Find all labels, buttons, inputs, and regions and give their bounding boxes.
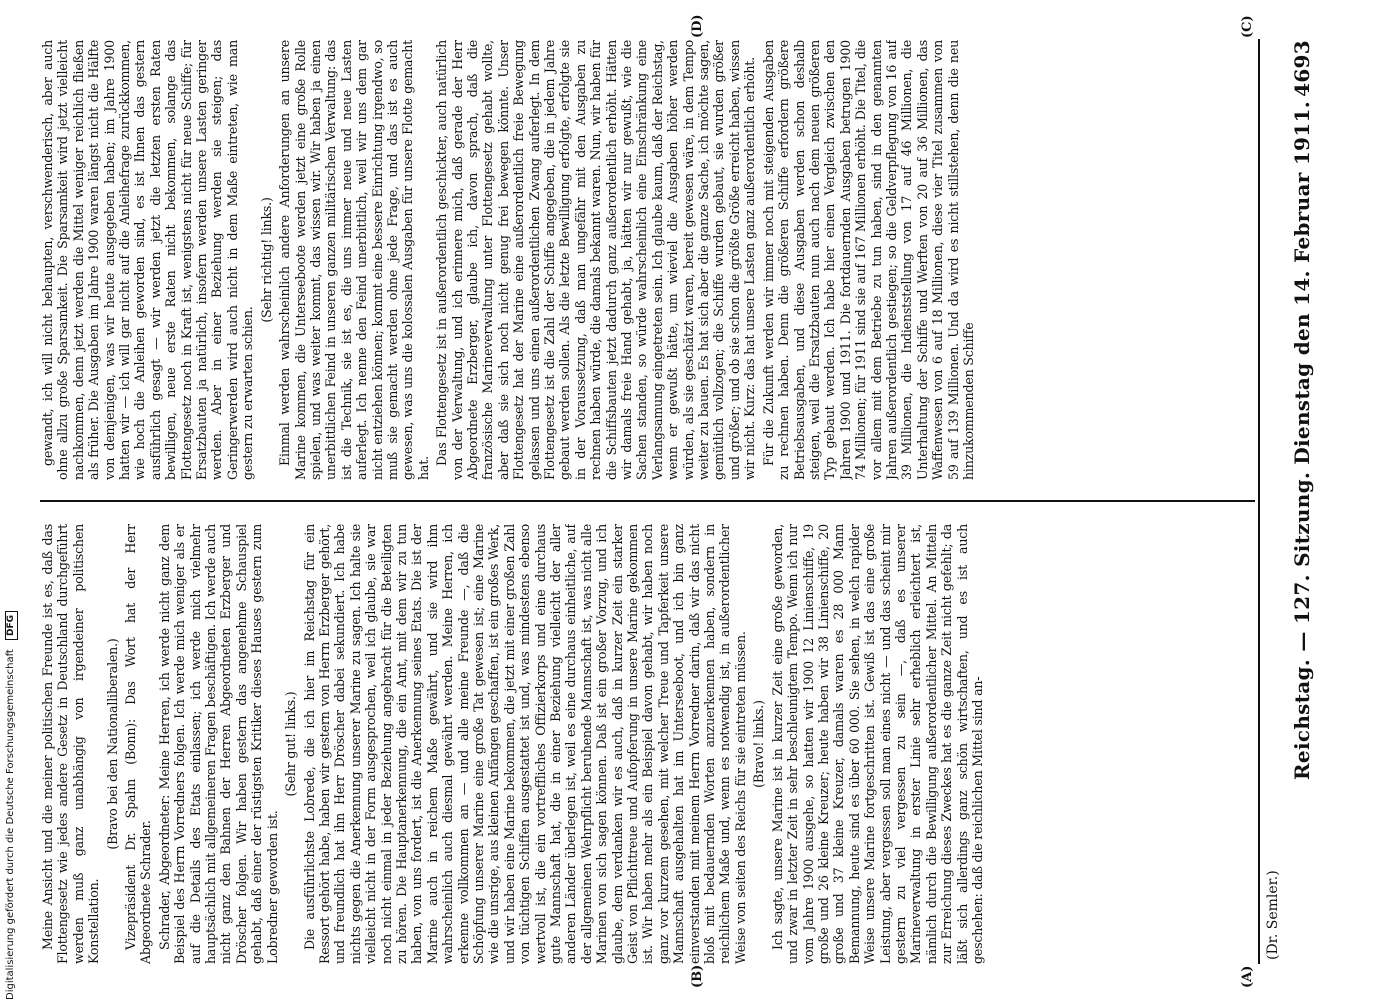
digitization-note — [3, 0, 19, 1000]
interjection: (Sehr richtig! links.) — [258, 197, 274, 323]
header-title: Reichstag. — 127. Sitzung. Dienstag den 14. Februar 1911. — [1290, 101, 1314, 780]
paragraph: Für die Zukunft werden wir immer noch mit steigenden Ausgaben zu rechnen haben. Denn die größeren Schiffe erfordern größere Betriebsausgaben, und diese Ausgaben werden schon deshalb steigen, weil die Ersatzbauten nun auch nach dem neuen größeren Typ gebaut werden. Ich habe hier einen Vergleich zwischen den Jahren 1900 und 1911. Die fortdauernden Ausgaben betrugen 1900 74 Millionen; für 1911 sind sie auf 167 Millionen erhöht. Die Titel, die vor allem mit dem Betriebe zu tun haben, sind in den genannten Jahren außerordentlich gestiegen; so die Geldverpflegung von 16 auf 39 Millionen, die Indienststellung von 17 auf 46 Millionen, die Unterhaltung der Schiffe und Werften von 20 auf 36 Millionen, das Waffenwesen von 6 auf 18 Millionen, diese vier Titel zusammen von 59 auf 139 Millionen. Und da wird es nicht stillstehen, denn die neu hinzukommenden Schiffe — [760, 40, 976, 480]
right-column — [40, 40, 1255, 480]
paragraph: Schrader, Abgeordneter: Meine Herren, ich werde nicht ganz dem Beispiel des Herrn Vorredners folgen. Ich werde mich weniger als er auf die Details des Etats einlassen; ich werde mich vielmehr hauptsächlich mit allgemeineren Fragen beschäftigen. Ich werde auch nicht ganz den Bahnen der Herren Abgeordneten Erzberger und Dröscher folgen. Wir haben gestern das angenehme Schauspiel gehabt, daß einer der rüstigsten Kritiker dieses Hauses gestern zum Lobredner geworden ist. — [156, 524, 280, 964]
interjection: (Sehr gut! links.) — [283, 691, 299, 797]
paragraph: Meine Ansicht und die meiner politischen Freunde ist es, daß das Flottengesetz wie jedes andere Gesetz in Deutschland durchgeführt werden muß ganz unabhängig von irgendeiner politischen Konstellation. — [40, 524, 102, 964]
paragraph: Vizepräsident Dr. Spahn (Bonn): Das Wort hat der Herr Abgeordnete Schrader. — [123, 524, 154, 964]
page-number: 4693 — [1290, 40, 1314, 97]
paragraph: gewandt, ich will nicht behaupten, verschwenderisch, aber auch ohne allzu große Sparsamkeit. Die Sparsamkeit wird jetzt vielleicht nachkommen, denn jetzt werden die Mittel weniger reichlich fließen als früher. Die Ausgaben im Jahre 1900 waren längst nicht die Hälfte von demjenigen, was wir heute ausgegeben haben; im Jahre 1900 hatten wir — ich will gar nicht auf die Anleihefrage zurückkommen, wie hoch die Anleihen geworden sind, es ist Ihnen das gestern ausführlich gesagt — wir werden jetzt die letzten ersten Raten bewilligen, neue erste Raten nicht bekommen, solange das Flottengesetz noch in Kraft ist, wenigstens nicht für neue Schiffe; für Ersatzbauten ja natürlich, insofern werden unsere Lasten geringer werden. Aber in einer Beziehung werden sie steigen; das Geringerwerden wird auch nicht in dem Maße eintreten, wie man gestern zu erwarten schien. — [40, 40, 256, 480]
column-rule — [40, 501, 1255, 503]
paragraph: Einmal werden wahrscheinlich andere Anforderungen an unsere Marine kommen, die Unterseeboote werden jetzt eine große Rolle spielen, und was weiter kommt, das wissen wir. Wir haben ja einen unerbittlichen Feind in unseren ganzen militärischen Verwaltung: das ist die Technik, sie ist es, die uns immer neue und neue Lasten auferlegt. Ich nenne den Feind unerbittlich, weil wir uns dem gar nicht entziehen können; kommt eine bessere Einrichtung irgendwo, so muß sie gemacht werden ohne jede Frage, und das ist es auch gewesen, was uns die kolossalen Ausgaben für unsere Flotte gemacht hat. — [277, 40, 431, 480]
digitization-text: Digitalisierung gefördert durch die Deutsche Forschungsgemeinschaft — [5, 649, 16, 1000]
dfg-logo: DFG — [5, 611, 18, 640]
margin-mark-c: (C) — [1240, 15, 1255, 38]
paragraph: Das Flottengesetz ist in außerordentlich geschickter, auch natürlich von der Verwaltung, und ich erinnere mich, daß gerade der Herr Abgeordnete Erzberger, glaube ich, davon sprach, daß die französische Marineverwaltung unter Flottengesetz gehabt wollte, aber daß sie sich noch nicht genug frei bewegen könnte. Unser Flottengesetz hat der Marine eine außerordentlich freie Bewegung gelassen und uns einen außerordentlichen Zwang auferlegt. In dem Flottengesetz ist die Zahl der Schiffe angegeben, die in jedem Jahre gebaut werden sollen. Als die letzte Bewilligung erfolgte, erfolgte sie in der Voraussetzung, daß man ungefähr mit den Ausgaben zu rechnen haben würde, die damals bekannt waren. Nun, wir haben für die Schiffsbauten jetzt dadurch ganz außerordentlich erhöht. Hätten wir damals freie Hand gehabt, ja, hätten wir nur gewußt, wie die Sachen standen, so würde wahrscheinlich eine Einschränkung eine Verlangsamung eingetreten sein. Ich glaube kaum, daß der Reichstag, wenn er gewußt hätte, um wieviel die Ausgaben höher werden würden, als sie geschätzt waren, bereit gewesen wäre, in dem Tempo weiter zu bauen. Es hat sich aber die ganze Sache, ich möchte sagen, gemütlich vollzogen; die Schiffe wurden gebaut, sie wurden größer und größer; und ob sie schon die größte Größe erreicht haben, wissen wir nicht. Kurz: das hat unsere Lasten ganz außerordentlich erhöht. — [434, 40, 758, 480]
running-header — [1290, 40, 1318, 960]
paragraph: Die ausführlichste Lobrede, die ich hier im Reichstag für ein Ressort gehört habe, haben wir gestern von Herrn Erzberger gehört, und freundlich hat ihn Herr Dröscher dabei sekundiert. Ich habe nichts gegen die Anerkennung unserer Marine zu sagen. Ich halte sie vielleicht nicht in der Form ausgesprochen, weil ich glaube, sie war noch nicht einmal in jeder Beziehung angebracht für die Beteiligten zu hören. Die Hauptanerkennung, die ein Amt, mit dem wir zu tun haben, von uns fordert, ist die Anerkennung seines Etats. Die ist der Marine auch in reichem Maße gewährt, und sie wird ihm wahrscheinlich auch diesmal gewährt werden. Meine Herren, ich erkenne vollkommen an — und alle meine Freunde —, daß die Schöpfung unserer Marine eine große Tat gewesen ist; eine Marine wie die unsrige, aus kleinen Anfängen geschaffen, ist ein großes Werk, und wir haben eine Marine bekommen, die jetzt mit einer großen Zahl von tüchtigen Schiffen ausgestattet ist und, was mindestens ebenso wertvoll ist, die ein vortreffliches Offizierkorps und eine durchaus gute Mannschaft hat, die in einer Beziehung vielleicht der aller anderen Länder überlegen ist, weil es eine durchaus einheitliche, auf der allgemeinen Wehrpflicht beruhende Mannschaft ist, was nicht alle Marinen von sich sagen können. Daß ist ein großer Vorzug, und ich glaube, dem verdanken wir es auch, daß in kurzer Zeit ein starker Geist von Pflichttreue und Aufopferung in unsere Marine gekommen ist. Wir haben mehr als ein Beispiel davon gehabt, wir haben noch ganz vor kurzem gesehen, mit welcher Treue und Tapferkeit unsere Mannschaft ausgehalten hat im Unterseeboot, und ich bin ganz einverstanden mit meinem Herrn Vorredner darin, daß wir das nicht bloß mit bedauernden Worten anzuerkennen haben, sondern in reichlichem Maße und, wenn es notwendig ist, in außerordentlicher Weise von seiten des Reichs für sie eintreten müssen. — [301, 524, 748, 964]
speaker-tag: (Dr. Semler.) — [1265, 870, 1281, 960]
interjection: (Bravo bei den Nationalliberalen.) — [104, 638, 120, 850]
margin-mark-b: (B) — [690, 964, 705, 988]
margin-mark-d: (D) — [690, 14, 705, 38]
margin-mark-a: (A) — [1240, 965, 1255, 988]
header-rule — [1258, 39, 1260, 964]
left-column — [40, 524, 1255, 964]
paragraph: Ich sagte, unsere Marine ist in kurzer Zeit eine große geworden, und zwar in letzter Zeit in sehr beschleunigtem Tempo. Wenn ich nur vom Jahre 1900 ausgehe, so hatten wir 1900 12 Linienschiffe, 19 große und 26 kleine Kreuzer; heute haben wir 38 Linienschiffe, 20 große und 37 kleine Kreuzer, damals waren es 28 000 Mann Bemannung, heute sind es über 60 000. Sie sehen, in welch rapider Weise unsere Marine fortgeschritten ist. Gewiß ist das eine große Leistung, aber vergessen soll man eines nicht — und das scheint mir gestern zu viel vergessen zu sein —, daß es unserer Marineverwaltung in erster Linie sehr erheblich erleichtert ist, nämlich durch die Bewilligung außerordentlicher Mittel. An Mitteln zur Erreichung dieses Zweckes hat es die ganze Zeit nicht gefehlt; da läßt sich allerdings ganz schön wirtschaften, und es ist auch geschehen: daß die reichlichen Mittel sind an- — [769, 524, 985, 964]
interjection: (Bravo! links.) — [751, 700, 767, 788]
